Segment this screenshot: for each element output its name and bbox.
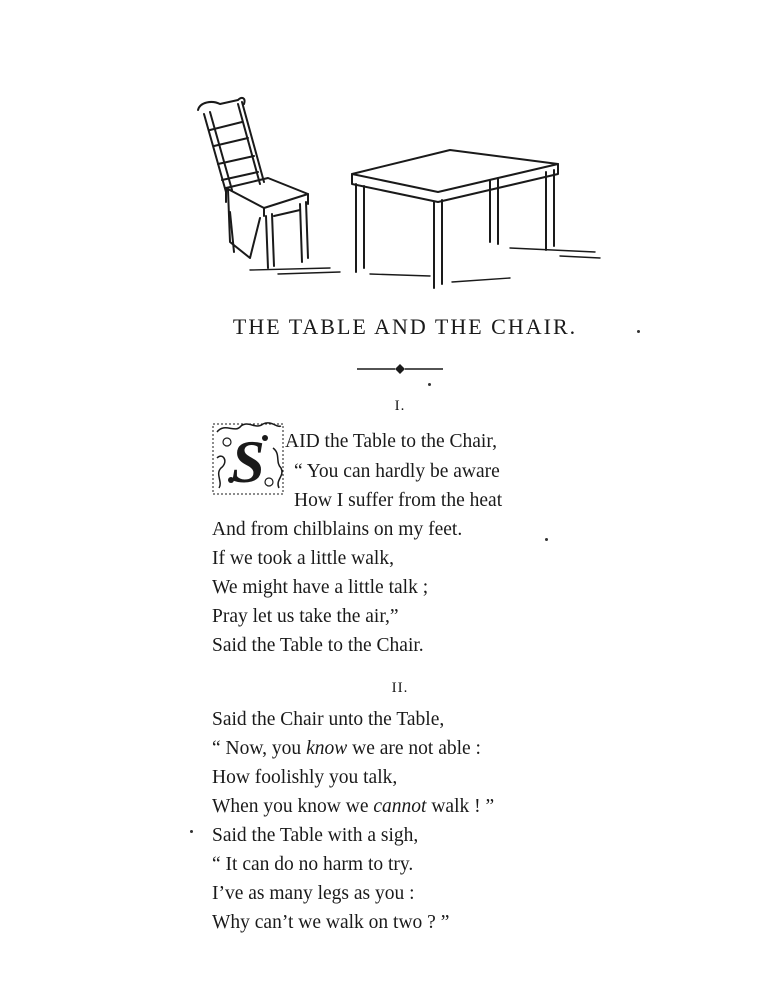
stanza-number: II. — [391, 680, 409, 696]
poem-line — [212, 795, 494, 819]
line-text: When you know we — [212, 796, 374, 817]
paper-speck — [637, 330, 640, 333]
line-text: “ Now, you — [212, 738, 307, 759]
dropcap-letter: S — [231, 429, 265, 495]
emphasized-word: know — [306, 738, 348, 759]
poem-line: “ You can hardly be aware — [294, 461, 500, 482]
decorated-dropcap-s — [211, 418, 285, 496]
poem-line: “ It can do no harm to try. — [212, 854, 414, 875]
chair-and-table-illustration — [190, 92, 610, 292]
poem-line: We might have a little talk ; — [212, 577, 429, 598]
poem-line: How I suffer from the heat — [294, 490, 503, 511]
paper-speck — [428, 383, 431, 386]
poem-line: Why can’t we walk on two ? ” — [212, 912, 450, 933]
line-text: walk ! ” — [426, 796, 495, 817]
poem-line: If we took a little walk, — [212, 548, 394, 569]
emphasized-word: cannot — [373, 796, 427, 817]
paper-speck — [545, 538, 548, 541]
poem-line: Pray let us take the air,” — [212, 606, 399, 627]
horizontal-rule-ornament — [355, 362, 445, 376]
poem-line: Said the Table with a sigh, — [212, 825, 419, 846]
paper-speck — [190, 830, 193, 833]
poem-title: THE TABLE AND THE CHAIR. — [232, 314, 578, 339]
poem-line: Said the Table to the Chair. — [212, 635, 424, 656]
poem-line: Said the Chair unto the Table, — [212, 709, 445, 730]
poem-line: I’ve as many legs as you : — [212, 883, 415, 904]
stanza-number: I. — [394, 398, 406, 414]
poem-line — [212, 737, 481, 761]
line-text: we are not able : — [347, 738, 481, 759]
poem-line: How foolishly you talk, — [212, 767, 398, 788]
poem-line: AID the Table to the Chair, — [285, 431, 497, 452]
poem-line: And from chilblains on my feet. — [212, 519, 463, 540]
